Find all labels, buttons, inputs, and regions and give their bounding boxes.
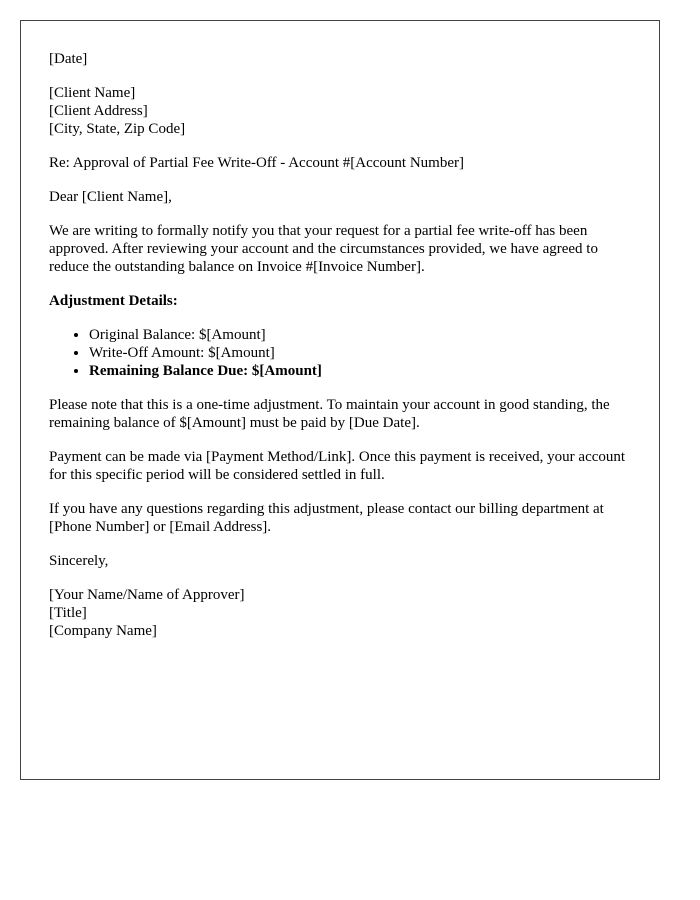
note-paragraph: Please note that this is a one-time adjustment. To maintain your account in good standing, the remaining balance of $[Amount] must be paid by [Due Date]. [49, 397, 610, 431]
subject-line: Re: Approval of Partial Fee Write-Off - Account #[Account Number] [49, 155, 464, 171]
signature-company: [Company Name] [49, 623, 157, 639]
adjustment-heading: Adjustment Details: [49, 293, 178, 309]
recipient-city-state-zip: [City, State, Zip Code] [49, 121, 186, 137]
adjustment-list [49, 326, 631, 380]
recipient-name: [Client Name] [49, 85, 136, 101]
signature-title: [Title] [49, 605, 87, 621]
date-text: [Date] [49, 51, 88, 67]
letter-date [49, 50, 631, 68]
adjustment-item-write-off-amount: • Write-Off Amount: $[Amount] [89, 344, 631, 362]
closing: Sincerely, [49, 553, 109, 569]
intro-paragraph: We are writing to formally notify you that your request for a partial fee write-off has been approved. After reviewing your account and the circumstances provided, we have agreed to reduce the outstanding balance on Invoice #[Invoice Number]. [49, 223, 598, 275]
questions-paragraph: If you have any questions regarding this adjustment, please contact our billing department at [Phone Number] or [Email Address]. [49, 501, 604, 535]
letter-page [20, 20, 660, 780]
adjustment-item-remaining-balance: • Remaining Balance Due: $[Amount] [89, 362, 631, 380]
salutation: Dear [Client Name], [49, 189, 172, 205]
signature-block [49, 586, 631, 640]
payment-paragraph: Payment can be made via [Payment Method/Link]. Once this payment is received, your account for this specific period will be considered settled in full. [49, 449, 626, 483]
adjustment-item-original-balance: • Original Balance: $[Amount] [89, 326, 631, 344]
signature-name: [Your Name/Name of Approver] [49, 587, 245, 603]
recipient-address-block [49, 84, 631, 138]
recipient-address: [Client Address] [49, 103, 148, 119]
